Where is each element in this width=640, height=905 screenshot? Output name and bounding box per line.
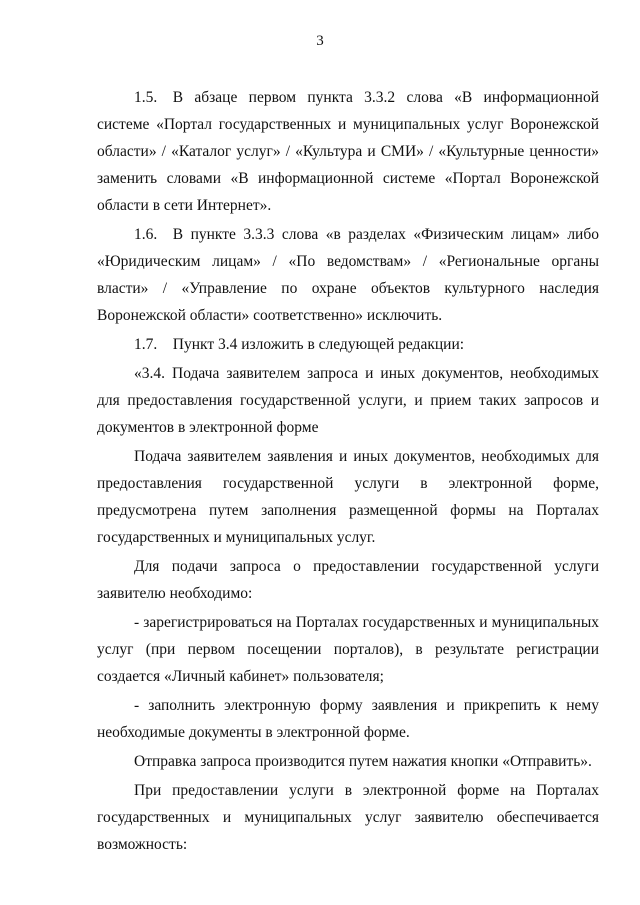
paragraph-1-6: 1.6. В пункте 3.3.3 слова «в разделах «Физическим лицам» либо «Юридическим лицам» / «По ведомствам» / «Региональные органы власти» / «Управление по охране объектов культурного наследия Воронежской области» соответственно» исключить. (97, 226, 599, 324)
paragraph-1-7: 1.7. Пункт 3.4 изложить в следующей редакции: (134, 336, 465, 353)
paragraph-send-request: Отправка запроса производится путем нажатия кнопки «Отправить». (134, 753, 592, 770)
paragraph-submission: Подача заявителем заявления и иных документов, необходимых для предоставления государственной услуги в электронной форме, предусмотрена путем заполнения размещенной формы на Порталах государственных и муниципальных услуг. (97, 448, 599, 546)
page-number: 3 (316, 33, 324, 49)
paragraph-1-5: 1.5. В абзаце первом пункта 3.3.2 слова «В информационной системе «Портал государственных и муниципальных услуг Воронежской области» / «Каталог услуг» / «Культура и СМИ» / «Культурные ценности» заменить словами «В информационной системе «Портал Воронежской области в сети Интернет». (97, 89, 599, 214)
paragraph-3-4-heading: «3.4. Подача заявителем запроса и иных документов, необходимых для предоставления государственной услуги, и прием таких запросов и документов в электронной форме (97, 365, 599, 436)
document-body (97, 84, 599, 858)
paragraph-request-requirements: Для подачи запроса о предоставлении государственной услуги заявителю необходимо: (97, 558, 599, 602)
list-item-register: - зарегистрироваться на Порталах государственных и муниципальных услуг (при первом посещении порталов), в результате регистрации создается «Личный кабинет» пользователя; (97, 614, 599, 685)
paragraph-electronic-service: При предоставлении услуги в электронной форме на Порталах государственных и муниципальных услуг заявителю обеспечивается возможность: (97, 782, 599, 853)
list-item-fill-form: - заполнить электронную форму заявления и прикрепить к нему необходимые документы в электронной форме. (97, 697, 599, 741)
